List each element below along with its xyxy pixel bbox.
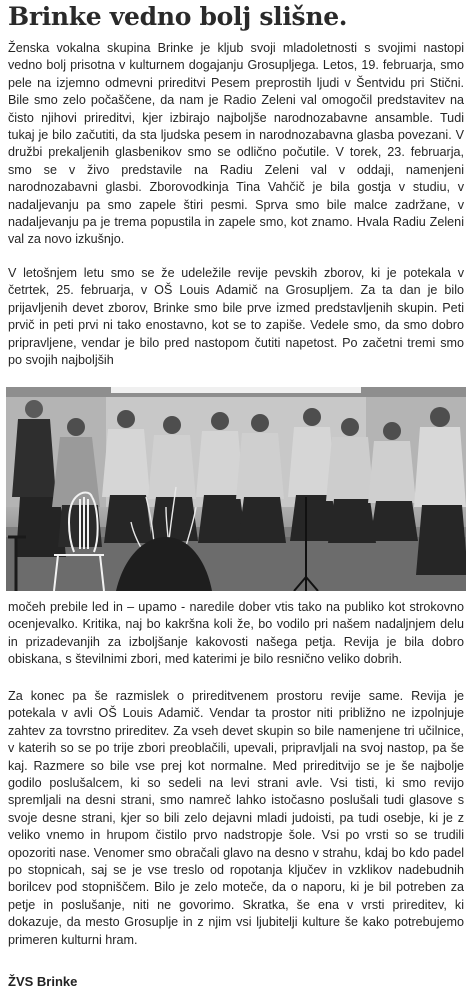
article-paragraph-2: V letošnjem letu smo se že udeležile revije pevskih zborov, ki je potekala v četrtek, 25. februarja, v OŠ Louis Adamič na Grosupljem. Za ta dan je bilo prijavljenih devet zborov, Brinke smo bile prve izmed predstavljenih skupin. Peti prvič in peti prvi ni tako enostavno, kot se to zapiše. Vedele smo, da smo dobro pripravljene, vendar je bilo pred nastopom čutiti napetost. Po začetni tremi smo po svojih najboljših bbox=[8, 266, 464, 368]
article-signature: ŽVS Brinke bbox=[8, 974, 78, 989]
article-paragraph-1: Ženska vokalna skupina Brinke je kljub svoji mladoletnosti s svojimi nastopi vedno bolj prisotna v kulturnem dogajanju Grosupljega. Letos, 19. februarja, smo pele na izjemno odmevni prireditvi Pesem preprostih ljudi v Šentvidu pri Stični. Bile smo zelo počaščene, da nam je Radio Zeleni val omogočil predstavitev na čisto njihovi prireditvi, kjer izbirajo najboljše narodnozabavne ansamble. Tudi tukaj je bilo začutiti, da sta ljudska pesem in narodnozabavna glasba povezani. V družbi prekaljenih glasbenikov smo se odlično počutile. V torek, 23. februarja, smo se v živo predstavile na Radiu Zeleni val v oddaji, namenjeni narodnozabavni glasbi. Zborovodkinja Tina Vahčič je bila gostja v studiu, v nadaljevanju pa smo zapele štiri pesmi. Sprva smo bile malce zadržane, v nadaljevanju pa je trema popustila in zapele smo, kot znamo. Hvala Radiu Zeleni val za novo izkušnjo. bbox=[8, 41, 464, 247]
choir-photo bbox=[6, 387, 466, 591]
article-paragraph-4: Za konec pa še razmislek o prireditvenem prostoru revije same. Revija je potekala v avli OŠ Louis Adamič. Vendar ta prostor niti približno ne izpolnjuje zahtev za tovrstno prireditev. Za vseh devet skupin so bile namenjene tri učilnice, v katerih so se po trije zbori preoblačili, upevali, pripravljali na svoj nastop, pa še kaj. Razmere so bile vse prej kot normalne. Med prireditvijo se je še najbolje godilo poslušalcem, ki so sedeli na levi strani avle. Vsi tisti, ki smo revijo spremljali na desni strani, smo namreč lahko istočasno poslušali tudi glasove s svoje desne strani, kjer so bili zelo dejavni mladi judoisti, pa tudi osebje, ki je z veliko vnemo in hrupom čistilo prvo nadstropje šole. Vsi po vrsti so se trudili opozoriti nase. Venomer smo obračali glavo na desno v strahu, kdaj bo kdo padel po stopnicah, saj se je vse treslo od ropotanja ključev in vzklikov nadebudnih borilcev pod stopniščem. Bilo je zelo moteče, da o naporu, ki je bil potreben za petje in poslušanje, niti ne govorimo. Skratka, še ena v vrsti prireditev, ki dokazuje, da mesto Grosuplje in z njim vsi ljubitelji kulture še kako potrebujemo primeren kulturni hram. bbox=[8, 689, 464, 947]
article-paragraph-3: močeh prebile led in – upamo - naredile dober vtis tako na publiko kot strokovno ocenjevalko. Kritika, naj bo kakršna koli že, bo vodilo pri našem nadaljnjem delu in prizadevanjih za izboljšanje kakovosti našega petja. Revija je bila dobro obiskana, s številnimi zbori, med katerimi je bilo resnično veliko dobrih. bbox=[8, 600, 464, 667]
article-title: Brinke vedno bolj slišne. bbox=[8, 2, 348, 31]
